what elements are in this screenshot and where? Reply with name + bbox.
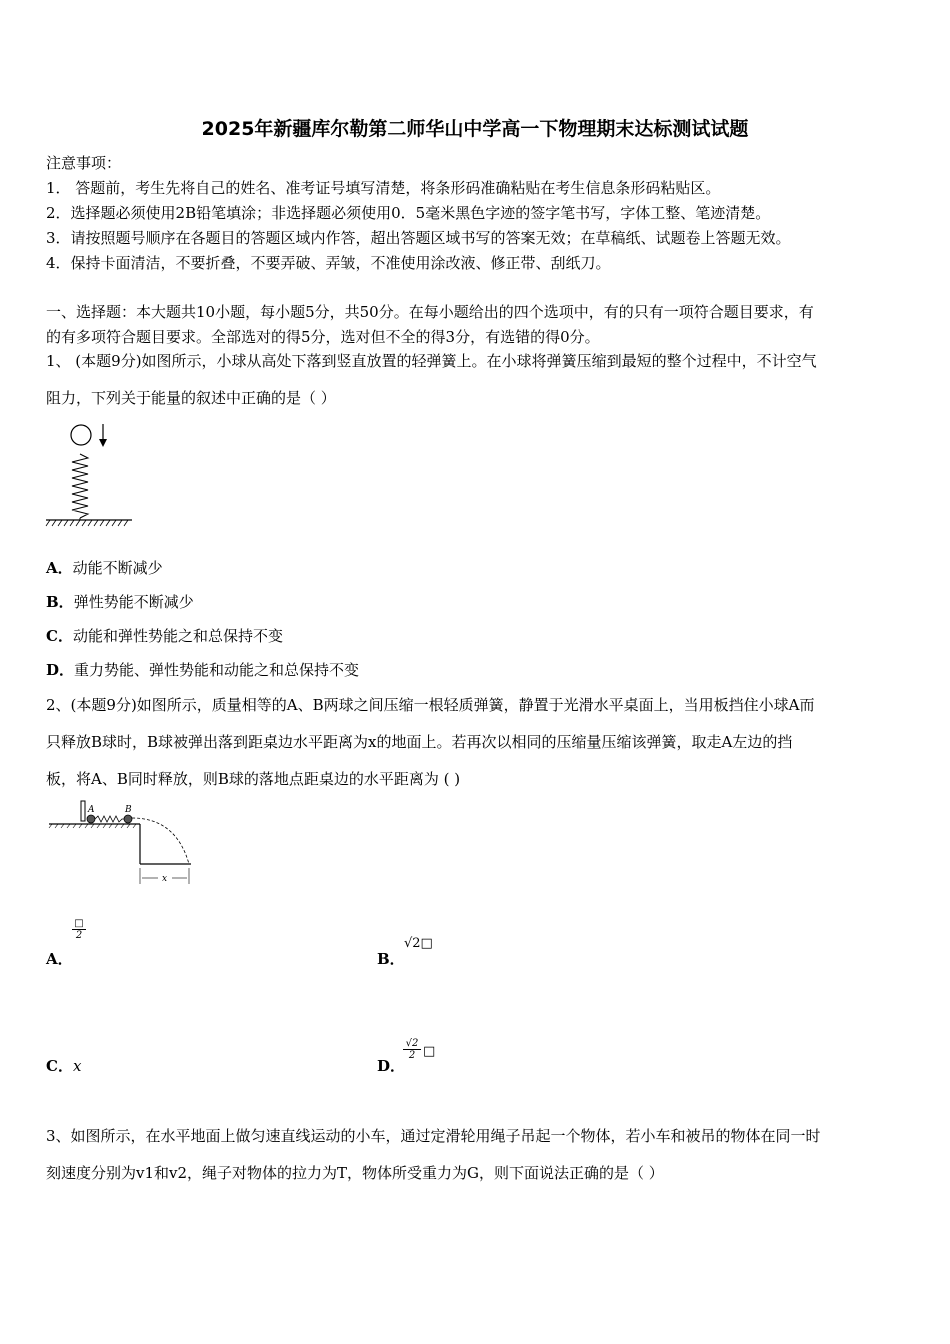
section-instructions-line1: 一、选择题：本大题共10小题，每小题5分，共50分。在每小题给出的四个选项中，有的只有一项符合题目要求，有: [46, 303, 814, 321]
q1-option-a[interactable]: A．动能不断减少: [46, 559, 163, 577]
q1-stem-line1: 1、 (本题9分)如图所示，小球从高处下落到竖直放置的轻弹簧上。在小球将弹簧压缩到最短的整个过程中，不计空气: [46, 352, 817, 370]
ball-icon: [71, 425, 91, 445]
label-b: B: [125, 805, 132, 815]
spring-icon: [72, 454, 88, 518]
q1-stem-line2: 阻力，下列关于能量的叙述中正确的是（ ）: [46, 389, 336, 407]
q2-option-b[interactable]: B．: [377, 950, 405, 968]
notice-item-3: 3．请按照题号顺序在各题目的答题区域内作答，超出答题区域书写的答案无效；在草稿纸、试题卷上答题无效。: [46, 229, 791, 247]
q2-option-b-value: √2□: [404, 936, 433, 951]
section-instructions-line2: 的有多项符合题目要求。全部选对的得5分，选对但不全的得3分，有选错的得0分。: [46, 328, 600, 346]
notice-item-2: 2．选择题必须使用2B铅笔填涂；非选择题必须使用0．5毫米黑色字迹的签字笔书写，字体工整、笔迹清楚。: [46, 204, 771, 222]
page-title: 2025年新疆库尔勒第二师华山中学高一下物理期末达标测试试题: [201, 118, 749, 140]
ball-a-icon: [87, 815, 95, 823]
notice-heading: 注意事项：: [46, 154, 122, 172]
q2-stem-line3: 板，将A、B同时释放，则B球的落地点距桌边的水平距离为 ( ): [46, 770, 461, 788]
label-a: A: [88, 805, 95, 815]
q2-option-d[interactable]: D．: [377, 1057, 406, 1075]
spring-icon: [95, 816, 124, 822]
q1-option-d[interactable]: D．重力势能、弹性势能和动能之和总保持不变: [46, 661, 360, 679]
q2-stem-line1: 2、(本题9分)如图所示，质量相等的A、B两球之间压缩一根轻质弹簧，静置于光滑水平桌面上，当用板挡住小球A而: [46, 696, 815, 714]
q1-option-b[interactable]: B．弹性势能不断减少: [46, 593, 194, 611]
stopper-board: [81, 801, 85, 821]
ball-b-icon: [124, 815, 132, 823]
q2-option-d-fraction: $\frac{√2}{2}$: [403, 1038, 421, 1061]
notice-item-4: 4．保持卡面清洁，不要折叠，不要弄破、弄皱，不准使用涂改液、修正带、刮纸刀。: [46, 254, 611, 272]
q3-stem-line2: 刻速度分别为v1和v2，绳子对物体的拉力为T，物体所受重力为G，则下面说法正确的是（ ）: [46, 1164, 664, 1182]
q1-option-c[interactable]: C．动能和弹性势能之和总保持不变: [46, 627, 283, 645]
q3-stem-line1: 3、如图所示，在水平地面上做匀速直线运动的小车，通过定滑轮用绳子吊起一个物体，若小车和被吊的物体在同一时: [46, 1127, 821, 1145]
q2-option-a[interactable]: A．: [46, 950, 73, 968]
q2-option-a-fraction: □ 2: [72, 918, 86, 941]
q2-option-c[interactable]: C．x: [46, 1057, 82, 1075]
notice-item-1: 1． 答题前，考生先将自己的姓名、准考证号填写清楚，将条形码准确粘贴在考生信息条形码粘贴区。: [46, 179, 721, 197]
q2-stem-line2: 只释放B球时，B球被弹出落到距桌边水平距离为x的地面上。若再次以相同的压缩量压缩该弹簧，取走A左边的挡: [46, 733, 793, 751]
q1-figure-ball-spring: [40, 418, 140, 538]
q2-figure-table-balls: [46, 798, 196, 888]
q2-option-d-tail: □: [423, 1044, 436, 1059]
label-x: x: [162, 874, 168, 884]
